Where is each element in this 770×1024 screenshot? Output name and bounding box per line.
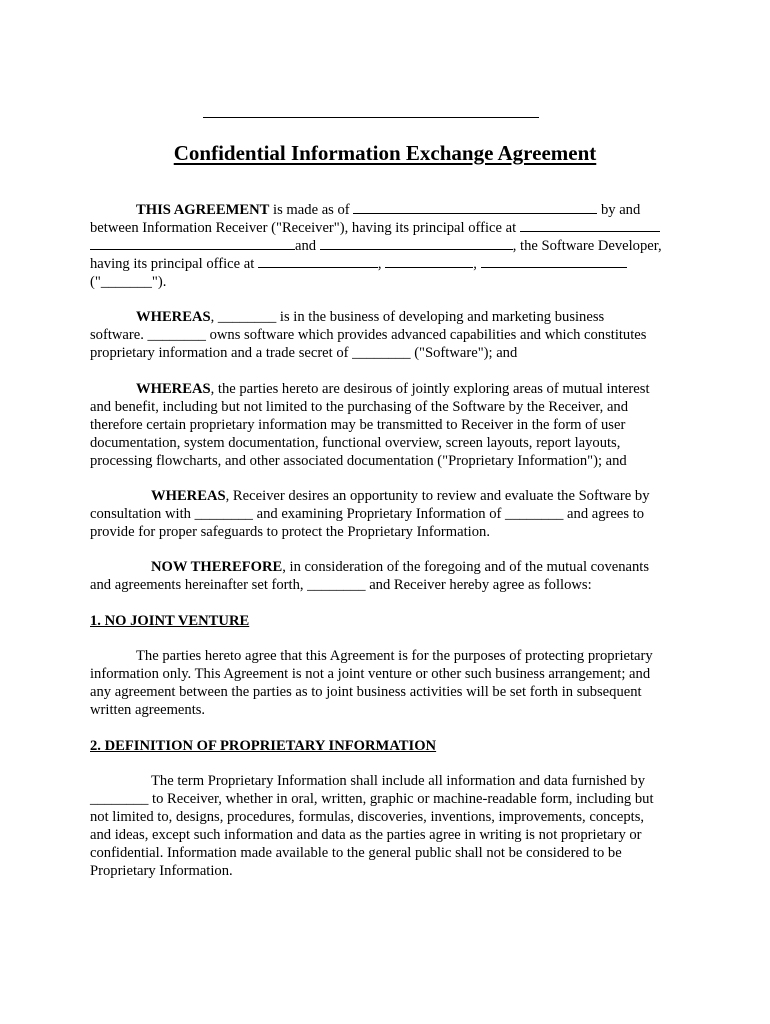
intro-line-1a: is made as of — [269, 202, 354, 218]
now-therefore-line-2: and agreements hereinafter set forth, ________ and Receiver hereby agree as follows: — [90, 577, 592, 593]
intro-lead: THIS AGREEMENT — [136, 202, 270, 218]
whereas-1-line-2: software. ________ owns software which provides advanced capabilities and which constitutes — [90, 327, 647, 343]
whereas-2-line-1: , the parties hereto are desirous of jointly exploring areas of mutual interest — [210, 381, 650, 397]
whereas-1-line-3: proprietary information and a trade secret of ________ ("Software"); and — [90, 345, 518, 361]
intro-line-4a: having its principal office at — [90, 256, 258, 272]
intro-line-3b: , the Software Developer, — [512, 238, 662, 254]
section-1-line-3: any agreement between the parties as to joint business activities will be set forth in subsequent — [90, 684, 642, 700]
whereas-2-lead: WHEREAS — [136, 381, 211, 397]
whereas-2-line-4: documentation, system documentation, functional overview, screen layouts, report layouts, — [90, 435, 621, 451]
whereas-paragraph-3 — [90, 487, 690, 541]
developer-office-blank-2 — [385, 255, 473, 268]
whereas-3-line-2: consultation with ________ and examining Proprietary Information of ________ and agrees to — [90, 506, 645, 522]
intro-paragraph — [90, 201, 690, 291]
whereas-3-lead: WHEREAS — [151, 488, 226, 504]
intro-line-4-sep2: , — [473, 256, 481, 272]
section-1-line-1: The parties hereto agree that this Agreement is for the purposes of protecting proprietary — [136, 648, 653, 664]
whereas-2-line-2: and benefit, including but not limited to the purchasing of the Software by the Receiver, and — [90, 399, 629, 415]
developer-office-blank-3 — [481, 255, 627, 268]
developer-name-blank — [320, 237, 513, 250]
now-therefore-paragraph — [90, 558, 690, 594]
whereas-1-lead: WHEREAS — [136, 309, 211, 325]
section-2-line-1: The term Proprietary Information shall include all information and data furnished by — [151, 773, 646, 789]
section-2-paragraph — [90, 772, 690, 880]
whereas-1-line-1: , ________ is in the business of developing and marketing business — [210, 309, 605, 325]
whereas-3-line-3: provide for proper safeguards to protect the Proprietary Information. — [90, 524, 490, 540]
intro-line-1b: by and — [597, 202, 641, 218]
section-2-line-3: not limited to, designs, procedures, formulas, discoveries, inventions, improvements, concepts, — [90, 809, 645, 825]
now-therefore-lead: NOW THEREFORE — [151, 559, 283, 575]
header-rule — [203, 117, 539, 118]
section-2-line-5: confidential. Information made available to the general public shall not be considered to be — [90, 845, 622, 861]
whereas-paragraph-2 — [90, 380, 690, 470]
section-1-heading: 1. NO JOINT VENTURE — [90, 613, 250, 629]
section-2-line-4: and ideas, except such information and data as the parties agree in writing is not proprietary or — [90, 827, 642, 843]
section-2-heading: 2. DEFINITION OF PROPRIETARY INFORMATION — [90, 738, 437, 754]
whereas-3-line-1: , Receiver desires an opportunity to review and evaluate the Software by — [225, 488, 650, 504]
date-blank — [353, 201, 597, 214]
receiver-office-blank — [520, 219, 660, 232]
intro-line-2: between Information Receiver ("Receiver"), having its principal office at — [90, 220, 520, 236]
section-2-line-6: Proprietary Information. — [90, 863, 233, 879]
section-2-line-2: ________ to Receiver, whether in oral, written, graphic or machine-readable form, including but — [90, 791, 654, 807]
developer-office-blank-1 — [258, 255, 378, 268]
now-therefore-line-1: , in consideration of the foregoing and of the mutual covenants — [282, 559, 650, 575]
page-title: Confidential Information Exchange Agreement — [173, 141, 597, 165]
receiver-office-blank-cont — [90, 237, 295, 250]
section-1-line-2: information only. This Agreement is not a joint venture or other such business arrangement; and — [90, 666, 651, 682]
intro-line-3a: and — [295, 238, 320, 254]
whereas-paragraph-1 — [90, 308, 690, 362]
intro-line-5: ("_______"). — [90, 274, 167, 290]
section-1-paragraph — [90, 647, 690, 719]
intro-line-4-sep1: , — [377, 256, 386, 272]
section-1-line-4: written agreements. — [90, 702, 206, 718]
whereas-2-line-5: processing flowcharts, and other associated documentation ("Proprietary Information"); and — [90, 453, 627, 469]
whereas-2-line-3: therefore certain proprietary information may be transmitted to Receiver in the form of user — [90, 417, 626, 433]
